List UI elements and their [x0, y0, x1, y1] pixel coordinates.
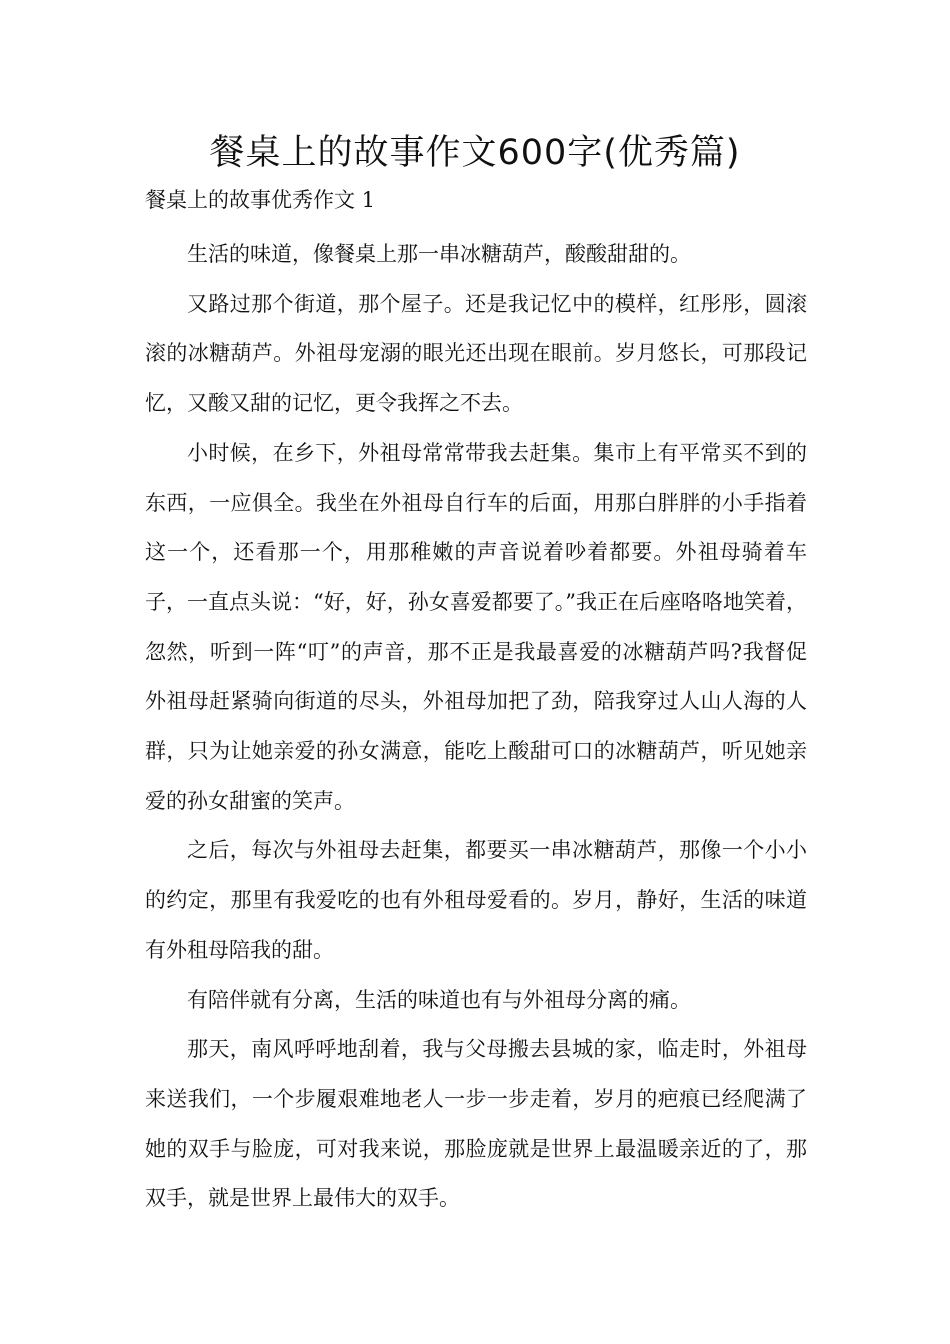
paragraph: 生活的味道，像餐桌上那一串冰糖葫芦，酸酸甜甜的。	[187, 242, 691, 266]
document-title: 餐桌上的故事作文600字(优秀篇)	[209, 133, 741, 173]
paragraph: 之后，每次与外祖母去赶集，都要买一串冰糖葫芦，那像一个小小的约定，那里有我爱吃的也有外租母爱看的。岁月，静好，生活的味道有外租母陪我的甜。	[145, 838, 807, 962]
paragraph: 有陪伴就有分离，生活的味道也有与外祖母分离的痛。	[187, 987, 691, 1012]
paragraph: 那天，南风呼呼地刮着，我与父母搬去县城的家，临走时，外祖母来送我们，一个步履艰难地老人一步一步走着，岁月的疤痕已经爬满了她的双手与脸庞，可对我来说，那脸庞就是世界上最温暖亲近的了，那双手，就是世界上最伟大的双手。	[145, 1037, 807, 1211]
document-body	[145, 230, 807, 1224]
paragraph: 小时候，在乡下，外祖母常常带我去赶集。集市上有平常买不到的东西，一应俱全。我坐在外祖母自行车的后面，用那白胖胖的小手指着这一个，还看那一个，用那稚嫩的声音说着吵着都要。外祖母骑着车子，一直点头说：“好，好，孙女喜爱都要了。”我正在后座咯咯地笑着，忽然，听到一阵“叮”的声音，那不正是我最喜爱的冰糖葫芦吗?我督促外祖母赶紧骑向街道的尽头，外祖母加把了劲，陪我穿过人山人海的人群，只为让她亲爱的孙女满意，能吃上酸甜可口的冰糖葫芦，听见她亲爱的孙女甜蜜的笑声。	[145, 440, 807, 813]
paragraph: 又路过那个街道，那个屋子。还是我记忆中的模样，红彤彤，圆滚滚的冰糖葫芦。外祖母宠溺的眼光还出现在眼前。岁月悠长，可那段记忆，又酸又甜的记忆，更令我挥之不去。	[145, 291, 807, 416]
document-subtitle: 餐桌上的故事优秀作文 1	[145, 188, 376, 212]
